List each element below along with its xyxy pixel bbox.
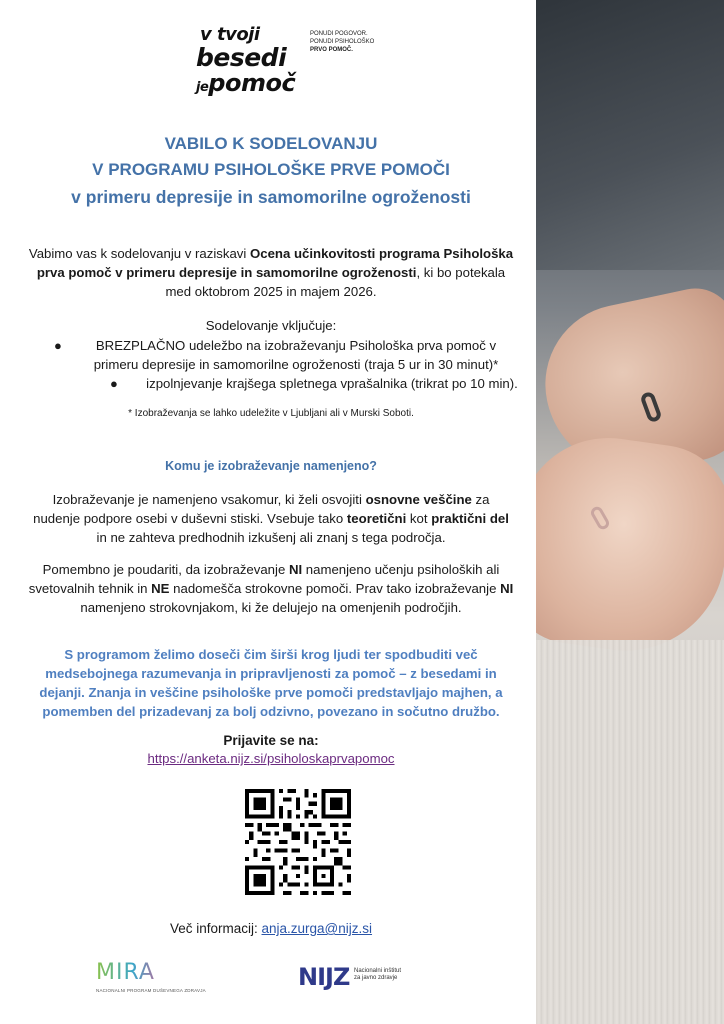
hands-photo [536, 0, 724, 1024]
list-item: ● izpolnjevanje krajšega spletnega vprašalnika (trikrat po 10 min). [110, 376, 518, 391]
title-line-2: V PROGRAMU PSIHOLOŠKE PRVE POMOČI [92, 160, 450, 179]
audience-heading: Komu je izobraževanje namenjeno? [165, 459, 377, 473]
audience-paragraph-2: Pomembno je poudariti, da izobraževanje NI namenjeno učenju psiholoških ali svetovalnih tehnik in NE nadomešča strokovne pomoči. Prav tako izobraževanje NI namenjeno strokovnjakom, ki že delujejo na omenjenih področjih. [28, 562, 514, 615]
title-line-1: VABILO K SODELOVANJU [164, 134, 378, 153]
intro-paragraph: Vabimo vas k sodelovanju v raziskavi Ocena učinkovitosti programa Psihološka prva pomoč v primeru depresije in samomorilne ogroženosti, ki bo potekala med oktobrom 2025 in majem 2026. [28, 246, 514, 299]
apply-heading: Prijavite se na: [223, 733, 319, 748]
title-line-3: v primeru depresije in samomorilne ogroženosti [71, 187, 471, 207]
survey-link[interactable]: https://anketa.nijz.si/psiholoskaprvapomoc [147, 751, 395, 766]
mission-paragraph: S programom želimo doseči čim širši krog ljudi ter spodbuditi več medsebojnega razumevanja in pripravljenosti za pomoč – z besedami in dejanji. Znanja in veščine psihološke prve pomoči predstavljajo majhen, a pomemben del prizadevanj za bolj odzivno, povezano in sočutno družbo. [39, 647, 503, 719]
campaign-logo: v tvoji besedi jepomoč [196, 24, 296, 97]
contact-line: Več informacij: anja.zurga@nijz.si [169, 921, 373, 936]
contact-email-link[interactable]: anja.zurga@nijz.si [261, 921, 373, 936]
nijz-logo: NIJZ Nacionalni inštitut za javno zdravje [298, 963, 402, 991]
list-item: ● BREZPLAČNO udeležbo na izobraževanju Psihološka prva pomoč v primeru depresije in samomorilne ogroženosti (traja 5 ur in 30 minut)* [54, 338, 499, 372]
audience-paragraph-1: Izobraževanje je namenjeno vsakomur, ki želi osvojiti osnovne veščine za nudenje podpore osebi v duševni stiski. Vsebuje tako teoretični kot praktični del in ne zahteva predhodnih izkušenj ali znanj s tega področja. [33, 492, 509, 545]
includes-heading: Sodelovanje vključuje: [205, 318, 337, 333]
location-note: * Izobraževanja se lahko udeležite v Ljubljani ali v Murski Soboti. [128, 408, 414, 419]
mira-logo: MIRA NACIONALNI PROGRAM DUŠEVNEGA ZDRAVJA [96, 960, 206, 993]
qr-code[interactable] [245, 789, 351, 895]
campaign-tagline: PONUDI POGOVOR. PONUDI PSIHOLOŠKO PRVO POMOČ. [310, 31, 375, 53]
